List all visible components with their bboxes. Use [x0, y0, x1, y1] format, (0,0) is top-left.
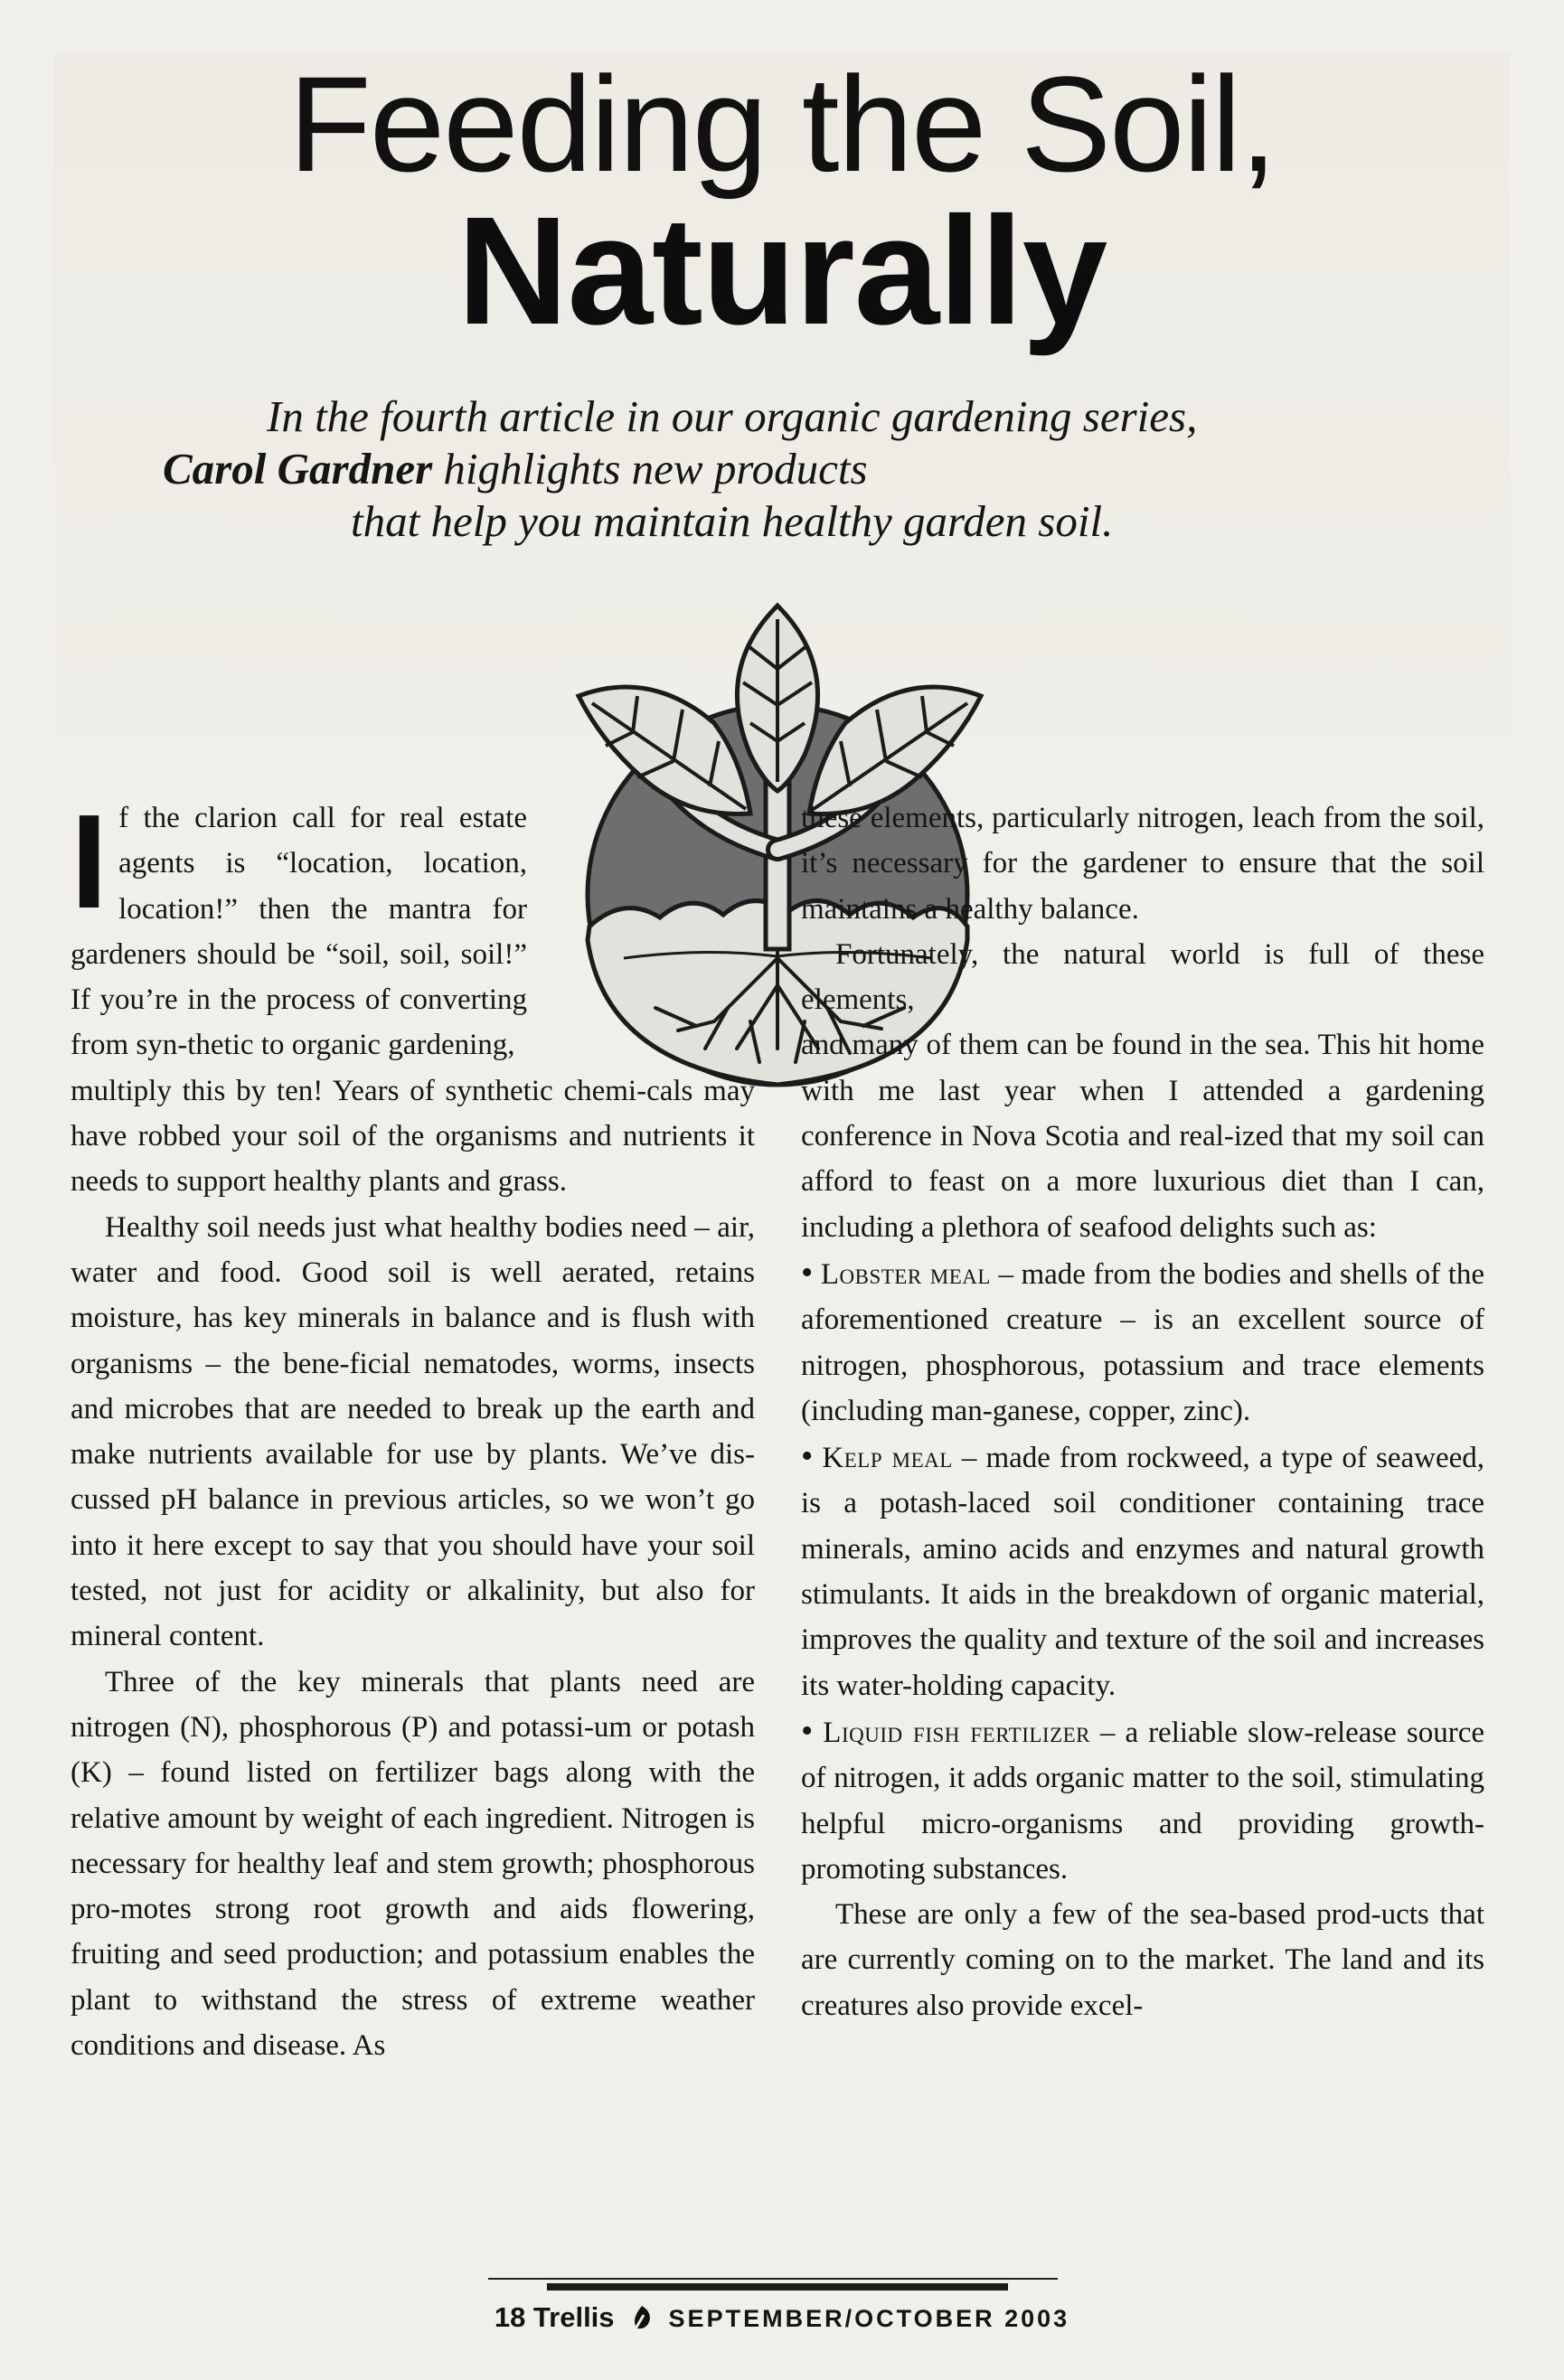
- deck-line-1: In the fourth article in our organic gardening series,: [267, 391, 1198, 441]
- bullet-icon: •: [801, 1253, 814, 1292]
- right-paragraph-2a: Fortunately, the natural world is full of these elements,: [801, 937, 1484, 1017]
- bullet-icon: •: [801, 1437, 814, 1476]
- drop-cap: I: [71, 787, 108, 936]
- bullet-liquid-fish-fertilizer: [801, 1708, 1484, 1892]
- author-name: Carol Gardner: [163, 444, 433, 494]
- right-paragraph-3: These are only a few of the sea-based prod-ucts that are currently coming on to the market. The land and its creatures also provide excel-: [801, 1898, 1484, 2022]
- intro-wrap: [71, 787, 527, 1068]
- title-line-1: Feeding the Soil,: [288, 48, 1276, 200]
- bullet-title: Kelp meal: [822, 1442, 953, 1475]
- deck-line-2: [163, 443, 1248, 495]
- column-left: [71, 787, 755, 2068]
- bullet-text: – made from the bodies and shells of the aforementioned creature – is an excellent source of nitrogen, phosphorous, potassium and trace elements (including man-ganese, copper, zinc).: [801, 1257, 1485, 1427]
- bullet-title: Liquid fish fertilizer: [823, 1716, 1091, 1749]
- bullet-text: – made from rockweed, a type of seaweed, is a potash-laced soil conditioner containing trace minerals, amino acids and enzymes and natural growth stimulants. It aids in the breakdown of organic material, improves the quality and texture of the soil and increases its water-holding capacity.: [801, 1442, 1484, 1702]
- bullet-icon: •: [801, 1711, 814, 1750]
- bullet-text: – a reliable slow-release source of nitrogen, it adds organic matter to the soil, stimulating helpful micro-organisms and providing growth-promoting substances.: [801, 1716, 1484, 1886]
- bullet-lobster-meal: [801, 1250, 1484, 1434]
- deck-line-2-rest: highlights new products: [432, 444, 868, 494]
- paragraph-3: Three of the key minerals that plants need are nitrogen (N), phosphorous (P) and potassi-um or potash (K) – found listed on fertilizer bags along with the relative amount by weight of each ingredient. Nitrogen is necessary for healthy leaf and stem growth; phosphorous pro-motes strong root growth and aids flowering, fruiting and seed production; and potassium enables the plant to withstand the stress of extreme weather conditions and disease. As: [71, 1665, 755, 2063]
- article-deck: [163, 390, 1248, 548]
- page-number-and-magazine: 18 Trellis: [494, 2301, 615, 2333]
- paragraph-1b: multiply this by ten! Years of synthetic chemi-cals may have robbed your soil of the organisms and nutrients it needs to support healthy plants and grass.: [71, 1074, 755, 1199]
- title-line-2: Naturally: [457, 185, 1107, 357]
- column-right: [801, 795, 1484, 2028]
- footer-rule: [488, 2278, 1058, 2280]
- bullet-title: Lobster meal: [820, 1257, 991, 1291]
- page-footer: [0, 2301, 1564, 2338]
- paragraph-1a: f the clarion call for real estate agents is “location, location, location!” then the mantra for gardeners should be “soil, soil, soil!” If you’re in the process of converting from syn-thetic to organic gardening,: [71, 802, 527, 1062]
- issue-date: SEPTEMBER/OCTOBER 2003: [668, 2305, 1070, 2332]
- leaf-icon: [630, 2304, 654, 2338]
- deck-line-3: that help you maintain healthy garden soil.: [351, 496, 1114, 546]
- bullet-kelp-meal: [801, 1434, 1484, 1708]
- title-block: [0, 48, 1564, 357]
- paragraph-2: Healthy soil needs just what healthy bodies need – air, water and food. Good soil is well aerated, retains moisture, has key minerals in balance and is flush with organisms – the bene-ficial nematodes, worms, insects and microbes that are needed to break up the earth and make nutrients available for use by plants. We’ve dis-cussed pH balance in previous articles, so we won’t go into it here except to say that you should have your soil tested, not just for acidity or alkalinity, but also for mineral content.: [71, 1210, 755, 1653]
- footer-bar: [547, 2283, 1008, 2291]
- right-paragraph-2b: and many of them can be found in the sea. This hit home with me last year when I attended a gardening conference in Nova Scotia and real-ized that my soil can afford to feast on a more luxurious diet than I can, including a plethora of seafood delights such as:: [801, 1029, 1484, 1244]
- right-paragraph-1: these elements, particularly nitrogen, leach from the soil, it’s necessary for the gardener to ensure that the soil maintains a healthy balance.: [801, 802, 1484, 926]
